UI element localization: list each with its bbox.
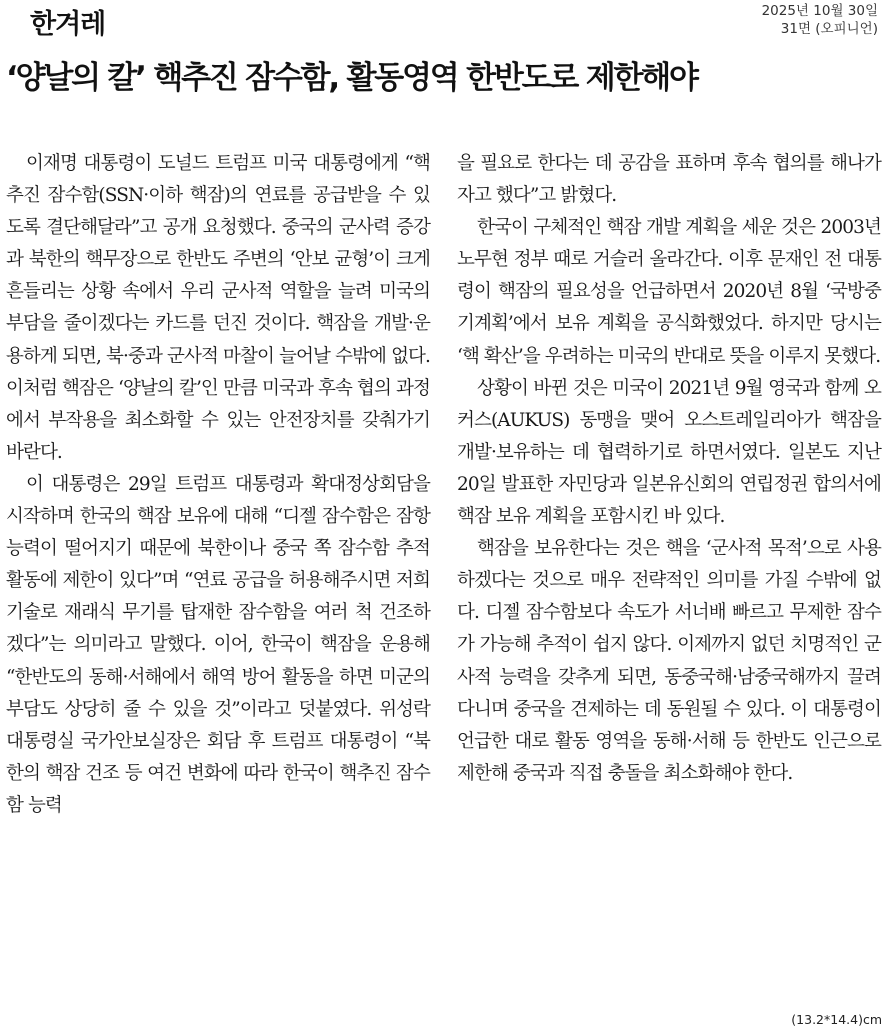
headline: ‘양날의 칼’ 핵추진 잠수함, 활동영역 한반도로 제한해야 xyxy=(6,60,697,96)
publication-info xyxy=(762,2,878,38)
paragraph: 핵잠을 보유한다는 것은 핵을 ‘군사적 목적’으로 사용하겠다는 것으로 매우 전략적인 의미를 가질 수밖에 없다. 디젤 잠수함보다 속도가 서너배 빠르고 무제한 잠수가 가능해 추적이 쉽지 않다. 이제까지 없던 치명적인 군사적 능력을 갖추게 되면, 동중국해·남중국해까지 끌려다니며 중국을 견제하는 데 동원될 수 있다. 이 대통령이 언급한 대로 활동 영역을 동해·서해 등 한반도 인근으로 제한해 중국과 직접 충돌을 최소화해야 한다. xyxy=(457,538,881,784)
article-column-right xyxy=(457,148,881,790)
article-size-note: (13.2*14.4)cm xyxy=(791,1012,882,1027)
paragraph: 이 대통령은 29일 트럼프 대통령과 확대정상회담을 시작하며 한국의 핵잠 보유에 대해 “디젤 잠수함은 잠항 능력이 떨어지기 때문에 북한이나 중국 쪽 잠수함 추적 활동에 제한이 있다”며 “연료 공급을 허용해주시면 저희 기술로 재래식 무기를 탑재한 잠수함을 여러 척 건조하겠다”는 의미라고 말했다. 이어, 한국이 핵잠을 운용해 “한반도의 동해·서해에서 해역 방어 활동을 하면 미군의 부담도 상당히 줄 수 있을 것”이라고 덧붙였다. 위성락 대통령실 국가안보실장은 회담 후 트럼프 대통령이 “북한의 핵잠 건조 등 여건 변화에 따라 한국이 핵추진 잠수함 능력 xyxy=(6,473,430,816)
paragraph: 이재명 대통령이 도널드 트럼프 미국 대통령에게 “핵추진 잠수함(SSN·이하 핵잠)의 연료를 공급받을 수 있도록 결단해달라”고 공개 요청했다. 중국의 군사력 증강과 북한의 핵무장으로 한반도 주변의 ‘안보 균형’이 크게 흔들리는 상황 속에서 우리 군사적 역할을 늘려 미국의 부담을 줄이겠다는 카드를 던진 것이다. 핵잠을 개발·운용하게 되면, 북·중과 군사적 마찰이 늘어날 수밖에 없다. 이처럼 핵잠은 ‘양날의 칼’인 만큼 미국과 후속 협의 과정에서 부작용을 최소화할 수 있는 안전장치를 갖춰가기 바란다. xyxy=(6,153,430,463)
paragraph: 상황이 바뀐 것은 미국이 2021년 9월 영국과 함께 오커스(AUKUS) 동맹을 맺어 오스트레일리아가 핵잠을 개발·보유하는 데 협력하기로 하면서였다. 일본도 지난 20일 발표한 자민당과 일본유신회의 연립정권 합의서에 핵잠 보유 계획을 포함시킨 바 있다. xyxy=(457,377,881,528)
publication-date: 2025년 10월 30일 xyxy=(761,3,878,19)
paragraph: 한국이 구체적인 핵잠 개발 계획을 세운 것은 2003년 노무현 정부 때로 거슬러 올라간다. 이후 문재인 전 대통령이 핵잠의 필요성을 언급하면서 2020년 8월 ‘국방중기계획’에서 보유 계획을 공식화했었다. 하지만 당시는 ‘핵 확산’을 우려하는 미국의 반대로 뜻을 이루지 못했다. xyxy=(457,217,881,367)
page-section: 31면 (오피니언) xyxy=(780,21,878,37)
newspaper-logo: 한겨레 xyxy=(30,9,106,40)
article-column-left xyxy=(6,148,430,822)
paragraph: 을 필요로 한다는 데 공감을 표하며 후속 협의를 해나가자고 했다”고 밝혔다. xyxy=(457,153,881,207)
